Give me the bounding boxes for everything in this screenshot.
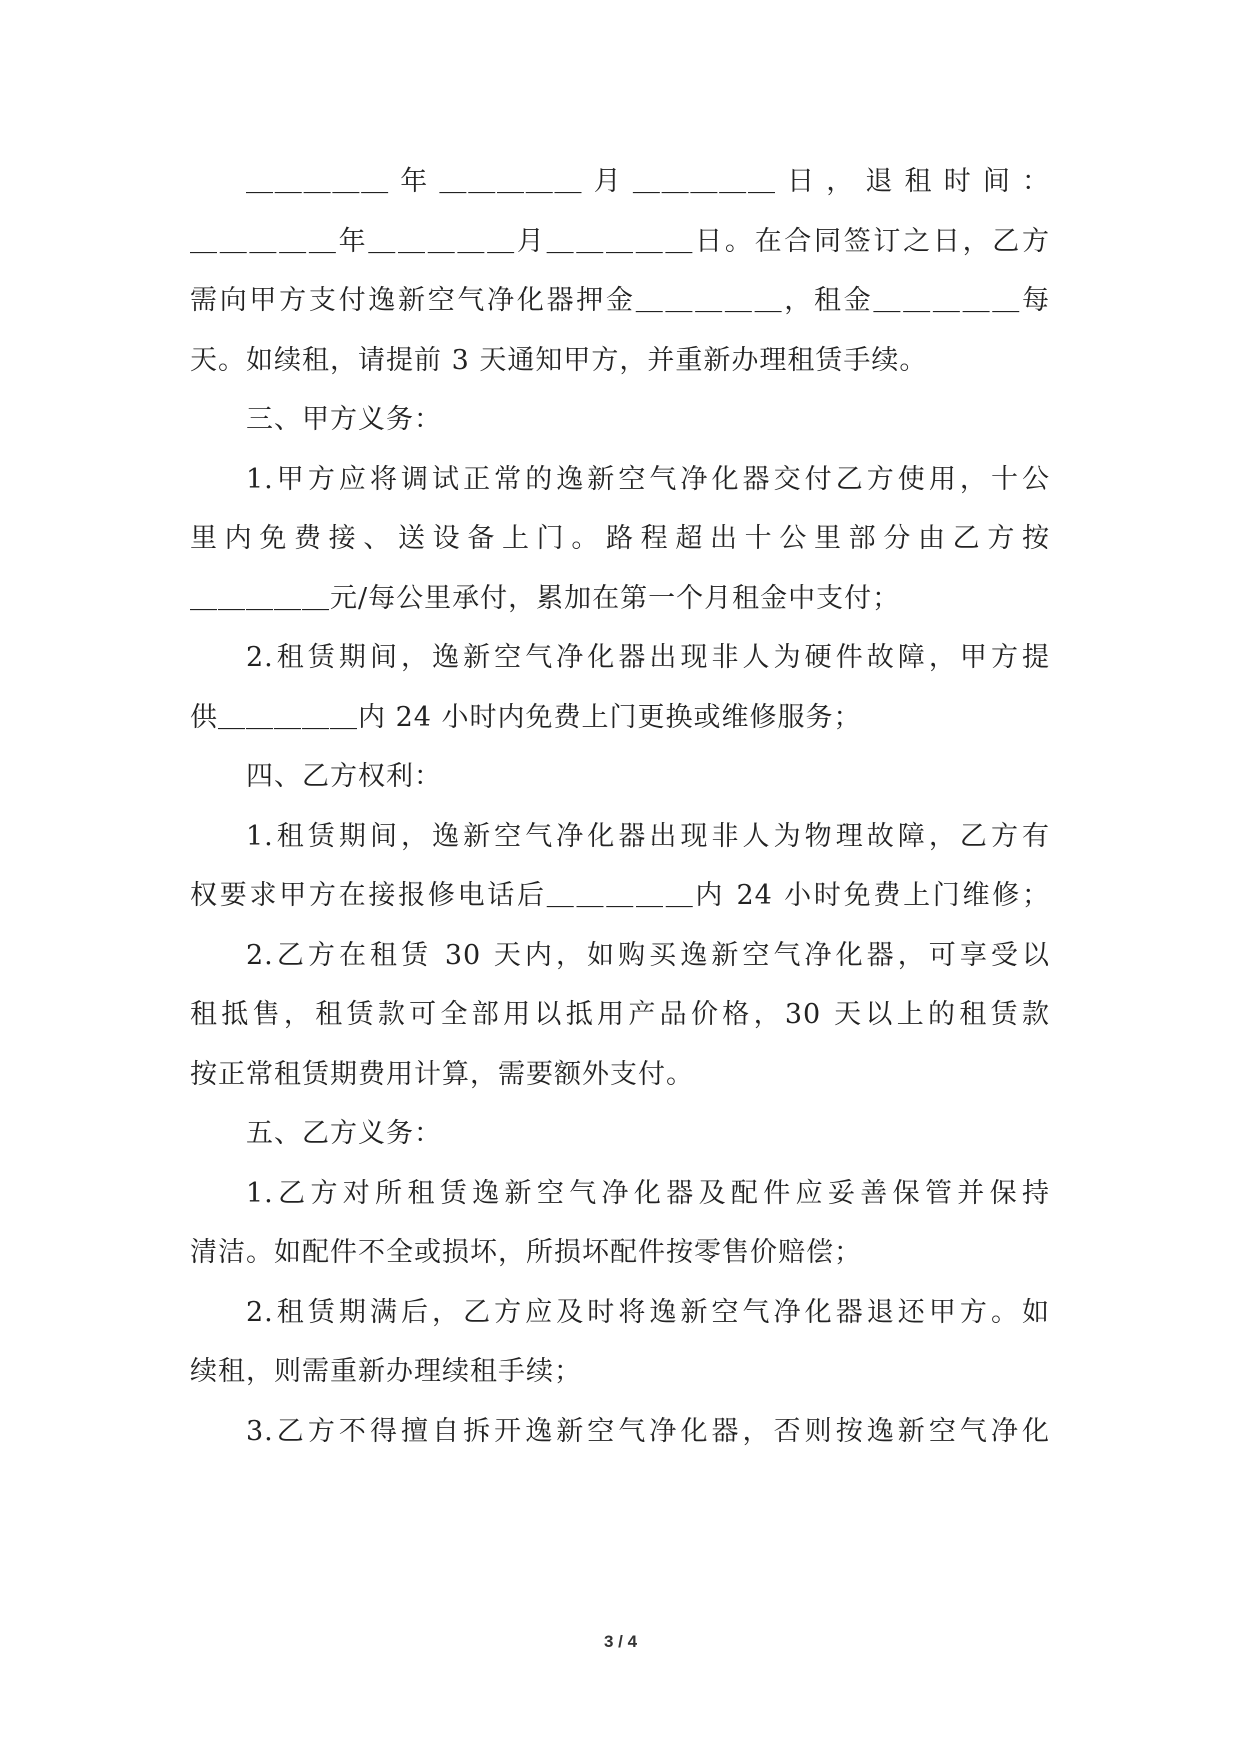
page-number: 3 / 4 [603, 1632, 638, 1651]
paragraph-line: ＿＿＿＿＿ 年 ＿＿＿＿＿ 月 ＿＿＿＿＿ 日 ， 退 租 时 间 ： [246, 166, 1050, 197]
paragraph-line: 按正常租赁期费用计算，需要额外支付。 [190, 1058, 694, 1090]
section-heading: 四、乙方权利： [246, 761, 442, 792]
paragraph-line: 天。如续租，请提前 3 天通知甲方，并重新办理租赁手续。 [190, 344, 928, 376]
paragraph-line: 租抵售，租赁款可全部用以抵用产品价格，30 天以上的租赁款 [190, 999, 1050, 1030]
paragraph-line: ＿＿＿＿＿元/每公里承付，累加在第一个月租金中支付； [190, 582, 901, 614]
paragraph-line: 1.租赁期间，逸新空气净化器出现非人为物理故障，乙方有 [246, 820, 1050, 852]
paragraph-line: 清洁。如配件不全或损坏，所损坏配件按零售价赔偿； [190, 1237, 862, 1268]
paragraph-line: 1.甲方应将调试正常的逸新空气净化器交付乙方使用，十公 [246, 463, 1050, 495]
section-heading: 三、甲方义务： [246, 404, 442, 435]
paragraph-line: 供＿＿＿＿＿内 24 小时内免费上门更换或维修服务； [190, 701, 862, 733]
paragraph-line: 需向甲方支付逸新空气净化器押金＿＿＿＿＿，租金＿＿＿＿＿每 [190, 285, 1050, 316]
paragraph-line: 里内免费接、送设备上门。路程超出十公里部分由乙方按 [190, 523, 1050, 554]
paragraph-line: 3.乙方不得擅自拆开逸新空气净化器，否则按逸新空气净化 [246, 1415, 1050, 1447]
paragraph-line: 2.租赁期满后，乙方应及时将逸新空气净化器退还甲方。如 [246, 1296, 1050, 1328]
paragraph-line: 续租，则需重新办理续租手续； [190, 1356, 582, 1387]
paragraph-line: 2.乙方在租赁 30 天内，如购买逸新空气净化器，可享受以 [246, 939, 1050, 971]
paragraph-line: ＿＿＿＿＿年＿＿＿＿＿月＿＿＿＿＿日。在合同签订之日，乙方 [190, 225, 1050, 257]
document-body [190, 152, 1050, 1461]
paragraph-line: 2.租赁期间，逸新空气净化器出现非人为硬件故障，甲方提 [246, 642, 1050, 673]
section-heading: 五、乙方义务： [246, 1118, 442, 1149]
paragraph-line: 权要求甲方在接报修电话后＿＿＿＿＿内 24 小时免费上门维修； [190, 880, 1050, 911]
paragraph-line: 1.乙方对所租赁逸新空气净化器及配件应妥善保管并保持 [246, 1177, 1050, 1209]
